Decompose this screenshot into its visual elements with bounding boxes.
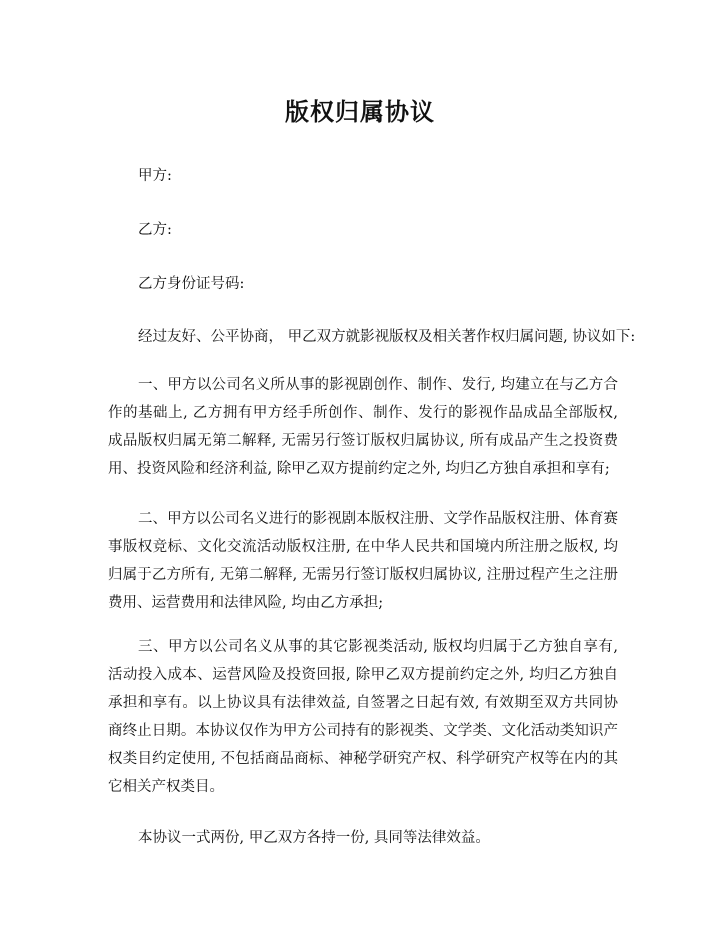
party-b-label: 乙方:	[138, 222, 172, 238]
intro-paragraph: 经过友好、公平协商， 甲乙双方就影视版权及相关著作权归属问题, 协议如下:	[138, 329, 636, 345]
clause-3-paragraph: 三、甲方以公司名义从事的其它影视类活动, 版权均归属于乙方独自享有, 活动投入成本、运营风险及投资回报, 除甲乙双方提前约定之外, 均归乙方独自承担和享有。以上协议具有法律效益, 自签署之日起有效, 有效期至双方共同协商终止日期。本协议仅作为甲方公司持有的影视类、文学类、文化活动类知识产权类目约定使用, 不包括商品商标、神秘学研究产权、科学研究产权等在内的其它相关产权类目。	[108, 639, 618, 795]
clause-1-paragraph: 一、甲方以公司名义所从事的影视剧创作、制作、发行, 均建立在与乙方合作的基础上, 乙方拥有甲方经手所创作、制作、发行的影视作品成品全部版权, 成品版权归属无第二解释, 无需另行签订版权归属协议, 所有成品产生之投资费用、投资风险和经济利益, 除甲乙双方提前约定之外, 均归乙方独自承担和享有;	[108, 377, 618, 477]
party-a-label: 甲方:	[138, 168, 172, 184]
document-title: 版权归属协议	[285, 97, 435, 126]
party-b-id-label: 乙方身份证号码:	[138, 276, 245, 292]
closing-paragraph: 本协议一式两份, 甲乙双方各持一份, 具同等法律效益。	[138, 830, 490, 846]
clause-2-paragraph: 二、甲方以公司名义进行的影视剧本版权注册、文学作品版权注册、体育赛事版权竞标、文化交流活动版权注册, 在中华人民共和国境内所注册之版权, 均归属于乙方所有, 无第二解释, 无需另行签订版权归属协议, 注册过程产生之注册费用、运营费用和法律风险, 均由乙方承担;	[108, 511, 618, 611]
